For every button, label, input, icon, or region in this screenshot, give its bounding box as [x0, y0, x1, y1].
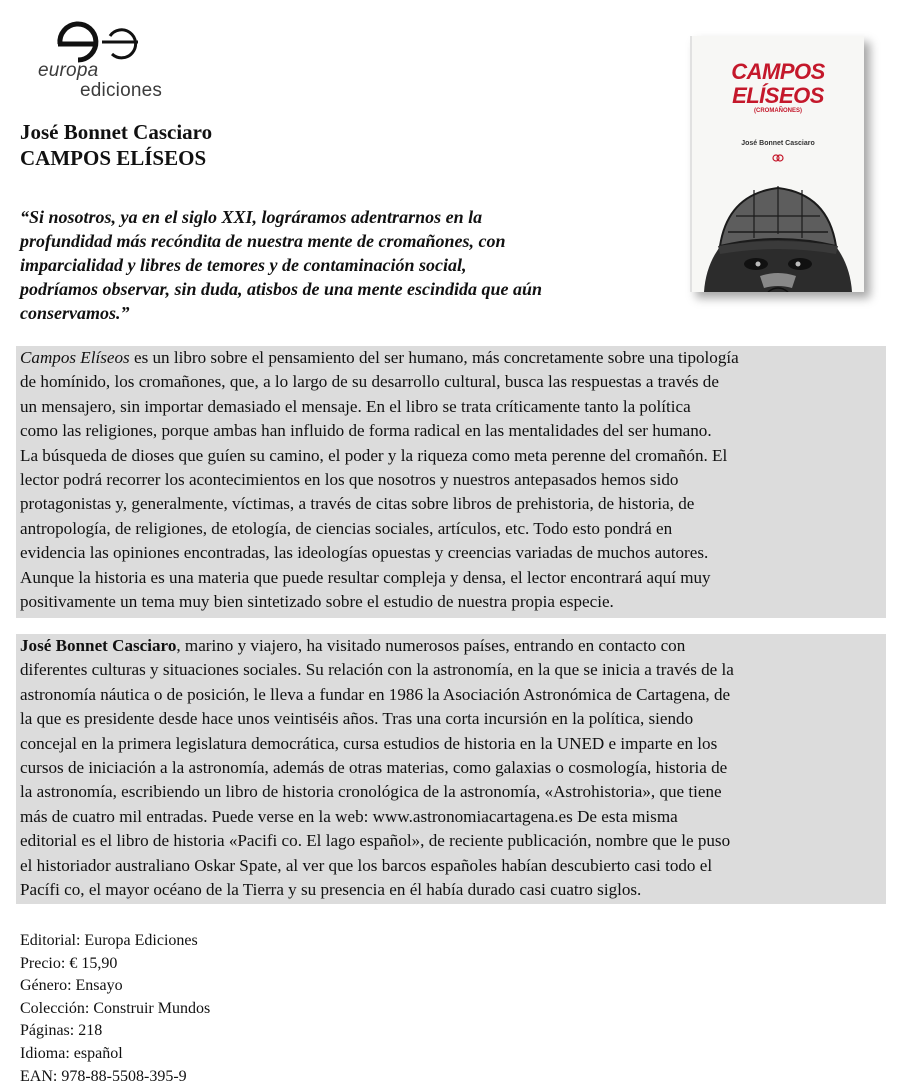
- synopsis-line: positivamente un tema muy bien sintetizado sobre el estudio de nuestra propia especie.: [20, 592, 614, 612]
- quote-line: imparcialidad y libres de temores y de contaminación social,: [20, 255, 467, 275]
- detail-editorial: Editorial: Europa Ediciones: [20, 932, 198, 949]
- detail-genre: Género: Ensayo: [20, 977, 123, 995]
- detail-language: Idioma: español: [20, 1044, 123, 1062]
- cover-subtitle: (CROMAÑONES): [754, 108, 802, 114]
- bio-line: diferentes culturas y situaciones sociales. Su relación con la astronomía, en la que se inicia a través de la: [20, 660, 734, 680]
- bio-line: Pacífi co, el mayor océano de la Tierra y su presencia en él había durado casi cuatro siglos.: [20, 880, 642, 900]
- quote-line: podríamos observar, sin duda, atisbos de una mente escindida que aún: [20, 279, 543, 299]
- bio-line: la que es presidente desde hace unos veintiséis años. Tras una corta incursión en la política, siendo: [20, 709, 694, 729]
- synopsis-line: La búsqueda de dioses que guíen su camino, el poder y la riqueza como meta perenne del cromañón. El: [20, 445, 728, 465]
- quote-line: “Si nosotros, ya en el siglo XXI, lográramos adentrarnos en la: [20, 207, 483, 227]
- synopsis-line: evidencia las opiniones encontradas, las ideologías opuestas y creencias variadas de muchos autores.: [20, 543, 709, 563]
- synopsis-line: Aunque la historia es una materia que puede resultar compleja y densa, el lector encontrará aquí muy: [20, 567, 711, 587]
- bio-author-name: José Bonnet Casciaro: [20, 636, 177, 655]
- synopsis-line: un mensajero, sin importar demasiado el mensaje. En el libro se trata críticamente tanto la política: [20, 396, 691, 416]
- detail-ean: EAN: 978-88-5508-395-9: [20, 1067, 187, 1085]
- synopsis-line: antropología, de religiones, de etología, de ciencias sociales, artículos, etc. Todo esto pondrá en: [20, 518, 673, 538]
- synopsis-line: protagonistas y, generalmente, víctimas, a través de citas sobre libros de prehistoria, de historia, de: [20, 494, 695, 514]
- bio-paragraph: [20, 634, 888, 902]
- logo-word-europa: europa: [38, 60, 99, 81]
- logo-word-ediciones: ediciones: [80, 80, 163, 101]
- bio-line: concejal en la primera legislatura democrática, cursa estudios de historia en la UNED e imparte en los: [20, 733, 718, 753]
- bio-line: editorial es el libro de historia «Pacifi co. El lago español», de reciente publicación, nombre que le puso: [20, 831, 731, 851]
- book-details: [20, 930, 210, 1088]
- gorilla-helmet-illustration-icon: [698, 172, 858, 292]
- bio-line: más de cuatro mil entradas. Puede verse en la web: www.astronomiacartagena.es De esta misma: [20, 806, 678, 826]
- book-title: CAMPOS ELÍSEOS: [20, 146, 207, 170]
- cover-author: José Bonnet Casciaro: [741, 140, 815, 147]
- bio-line: la astronomía, escribiendo un libro de historia cronológica de la astronomía, «Astrohistoria», que tiene: [20, 782, 722, 802]
- cover-title-line2: ELÍSEOS: [732, 83, 824, 108]
- book-quote: [20, 205, 675, 325]
- bio-line: cursos de iniciación a la astronomía, además de otras materias, como galaxias o cosmología, historia de: [20, 758, 728, 778]
- quote-line: conservamos.”: [20, 303, 130, 323]
- synopsis-line: como las religiones, porque ambas han influido de forma radical en las mentalidades del ser humano.: [20, 421, 712, 441]
- quote-line: profundidad más recóndita de nuestra mente de cromañones, con: [20, 231, 506, 251]
- book-cover: [690, 36, 864, 292]
- synopsis-line: lector podrá recorrer los acontecimientos en los que nosotros y nuestros antepasados hemos sido: [20, 470, 679, 490]
- cover-publisher-mark-icon: [772, 154, 784, 162]
- bio-first-line: , marino y viajero, ha visitado numerosos países, entrando en contacto con: [176, 636, 686, 655]
- synopsis-italic-title: Campos Elíseos: [20, 348, 130, 367]
- book-author: José Bonnet Casciaro: [20, 120, 213, 144]
- bio-line: [20, 634, 888, 658]
- detail-pages: Páginas: 218: [20, 1022, 103, 1040]
- synopsis-line: de homínido, los cromañones, que, a lo largo de su desarrollo cultural, busca las respuestas a través de: [20, 372, 719, 392]
- synopsis-paragraph: [20, 346, 888, 614]
- synopsis-line: [20, 346, 888, 370]
- detail-price: Precio: € 15,90: [20, 954, 118, 972]
- cover-title-line1: CAMPOS: [731, 59, 825, 84]
- publisher-logo: [30, 14, 200, 101]
- bio-line: el historiador australiano Oskar Spate, al ver que los barcos españoles habían descubierto casi todo el: [20, 855, 713, 875]
- bio-line: astronomía náutica o de posición, le lleva a fundar en 1986 la Asociación Astronómica de Cartagena, de: [20, 684, 731, 704]
- synopsis-first-line: es un libro sobre el pensamiento del ser humano, más concretamente sobre una tipología: [129, 348, 739, 367]
- detail-collection: Colección: Construir Mundos: [20, 999, 211, 1017]
